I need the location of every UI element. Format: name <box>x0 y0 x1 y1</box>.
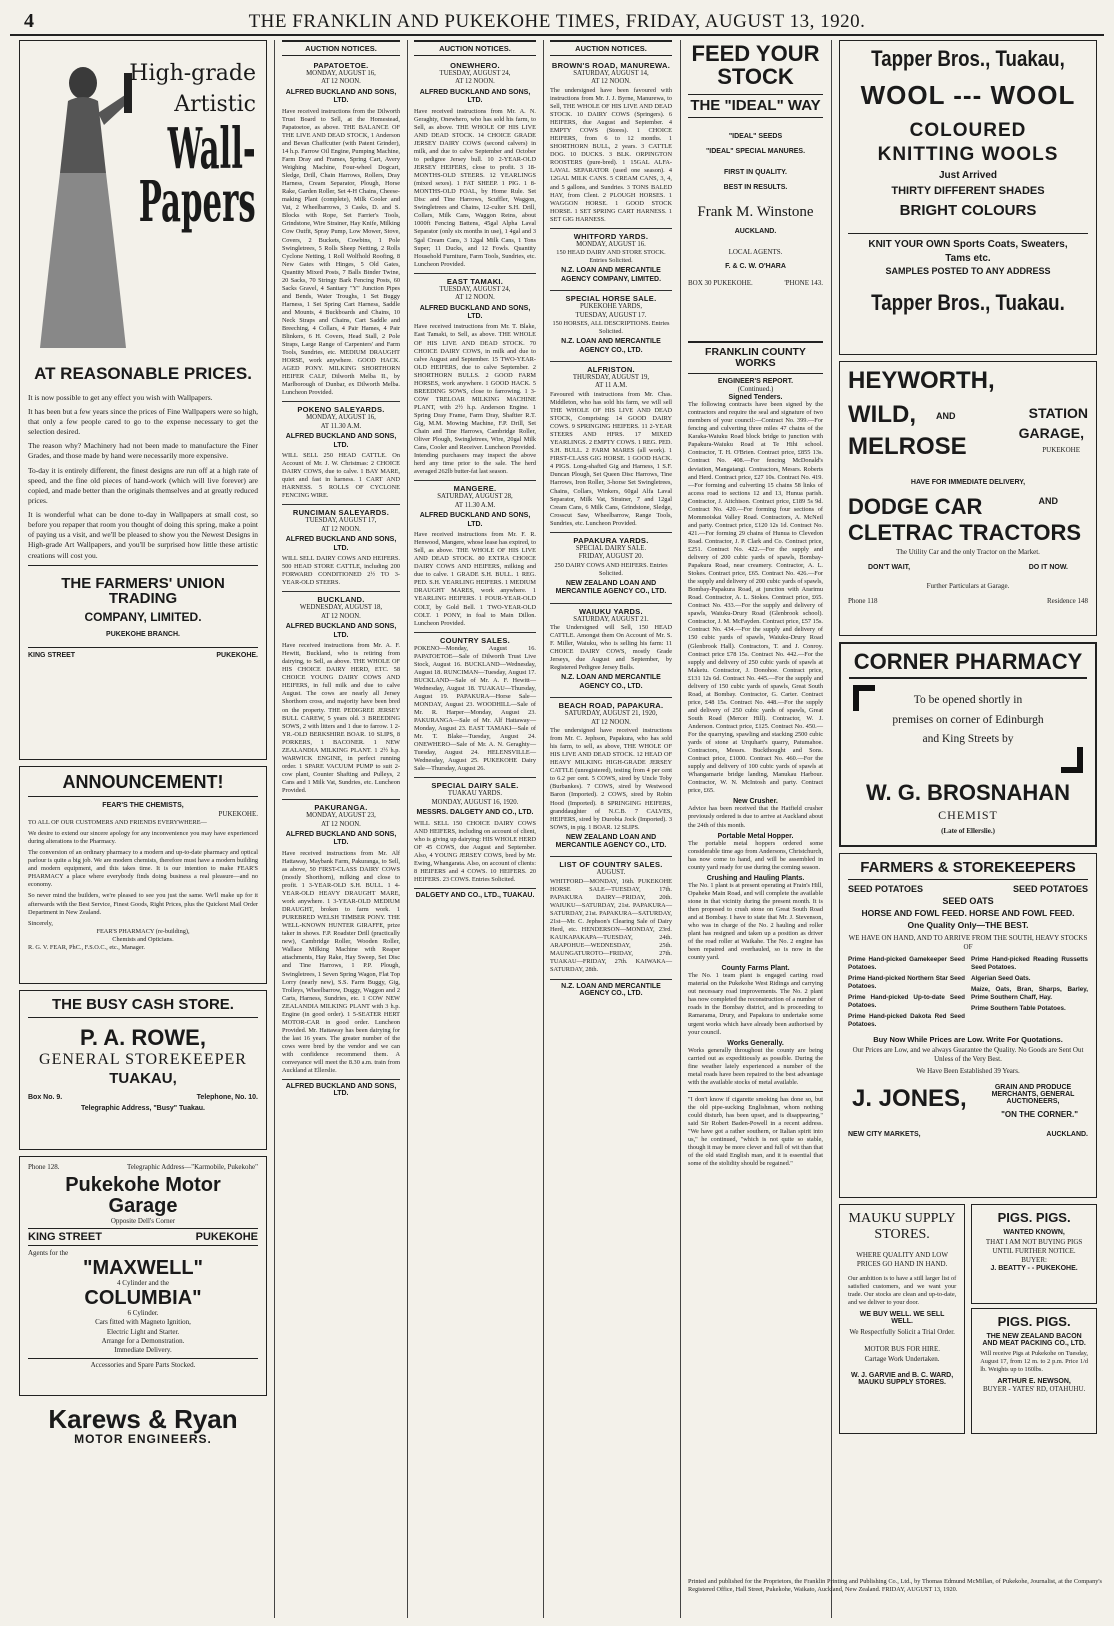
heyworth-garage-advert <box>839 361 1097 636</box>
we-have-on-hand: WE HAVE ON HAND, AND TO ARRIVE FROM THE SOUTH, HEAVY STOCKS OF <box>848 933 1088 951</box>
auction-footer: ALFRED BUCKLAND AND SONS, LTD. <box>285 1083 397 1098</box>
local-agents: LOCAL AGENTS. <box>728 248 783 257</box>
auction-date: PUKEKOHE YARDS, <box>579 303 643 311</box>
column-2 <box>277 40 405 1618</box>
bright-colours: BRIGHT COLOURS <box>899 202 1037 220</box>
auction-text: Have received instructions from Mr. Alf Hattaway, Maybank Farm, Pakuranga, to Sell, as above, 50 FIRST-CLASS DAIRY COWS (mostly Shorthorn), milking and close to profit. 1 3-YEAR-OLD S.H. BULL. 1 4-YEAR-OLD HEAVY DRAUGHT MARE, work anywhere. 1 3-YEAR-OLD MEDIUM DRAUGHT, broken to farm work. 1 PUREBRED WELSH TIMBER PONY. THE WELL-KNOWN HUNTER GIRAFFE, prize taker in shows. F.P. Roadster Drill (practically new), Cambridge Roller, Wooden Roller, Wallace Milking Machine with Reaper attachments, Hay Rake, Hay Sweep, Set Disc and Tine Harrows, 1 P.P. Plough, Swingletrees, 1 Seven Spring Wagon, Flat Top Lorry (nearly new), S.S. Farm Buggy, Gig, Trolleys, Wheelbarrow, Duggy, Waggon and 2 Carts, Harness, Sundries, etc. 1 COW NEW ZEALANDIA MILKING PLANT with 3 h.p. Engine (in good order). 1 5-SEATER HERT MOTOR-CAR in good order. Luncheon Provided. Mr. Hattaway has been dairying for the last 16 years. The greater number of the cows were bred by the vendor and we can with confidence recommend them. A conveyance will meet the 8.30 a.m. train from Auckland at Ellerslie. <box>282 849 400 1075</box>
first-quality: FIRST IN QUALITY. <box>724 169 787 177</box>
auction-papakura-yards <box>550 533 672 604</box>
auction-runciman <box>282 505 400 592</box>
auction-date: MONDAY, AUGUST 16, <box>306 70 376 77</box>
auction-place: SPECIAL DAIRY SALE. <box>431 781 519 791</box>
columbia-label: COLUMBIA" <box>84 1287 202 1310</box>
busy-cash-title: THE BUSY CASH STORE. <box>28 997 258 1018</box>
auction-whitford <box>550 229 672 291</box>
wallpaper-para: It is wonderful what can be done to-day in Wallpapers at small cost, so before you repaper that room you thought of doing this spring, make a point of paying us a visit, and we'll be pleased to show you the Newest Designs in High-grade Art Wallpapers, and you'll be surprised how little these artistic creations will cost you. <box>28 510 258 560</box>
county-text: The following contracts have been signed by the contractors and require the seal and signature of two members of your council:—Contract No. 399.—For fencing and culverting three miles 47 chains of the Karaka-Waiuku Road block bridge to junction with Papakura-Waiuku Road at Te Hihi school. Contractor, T. H. O'Brien. Contract price, £855 13s. Contract No. 408.—For fencing McDonald's deviation, Mangatangi. Contractors, Messrs. Roberts and Herd. Contract price, £27 10s. Contract No. 419.—For forming and culverting 15 chains 58 links of access road to sections 12 and 13, Hunua parish. Contractor, J. Aitchison. Contract price, £189 5s 9d. Contract No. 420.—For forming four sections of Mommoiskai Valley Road. Contractors, A. McNeil and party. Contract price, £120 12s 1d. Contract No. 421.—For forming 29 chains of Hunua to Clevedon Road. Contractor, J. P. Clark and Co. Contract price, £251. Contract No. 422.—For the supply and delivery of 200 cubic yards of spawls, Bombay-Papakura Road, near creamery. Contractor, A. L. Stokes. Contract price, £65. Contract No. 426.—For the supply and delivery of 200 cubic yards of spawls, Bombay-Papakura Road, at junction with Ararimu Road. Contractor, A. L. Stokes. Contract price, £65. Contract No. 433.—For the supply and delivery of spawls, Waiuku-Drury Road (Glenbrook school). Contractor, J. M. McFayden. Contract price, £57 15s. Contract No. 434.—For the supply and delivery of 150 cubic yards of spawls, Waiuku-Drury Road (Glenbrook Hall). Contractors, T. and J. Conroy. Contract price £78 15s. Contract No. 442.—For the supply and delivery of 250 cubic yards of spawls at Maketu. Contractor, J. Donohoe. Contract price, £131 12s 6d. Contract No. 445.—For the supply and delivery of 150 cubic yards of spawls, Great South Road, at Bombay. Contractor, G. Carter. Contract price, £48 15s. Contract No. 448.—For the supply and delivery of 250 cubic yards of spawls, Great South Road (Mercer Hill). Contractor, W. J. Anderson. Contract price, £125. Contract No. 450.—For the quarrying, spawling and stacking 2500 cubic yards of stone at Urquhart's quarry, Patumahoe. Contractors, Messrs. Buckthought and Sons. Contract price, £1000. Contract No. 460.—For the supply and delivery of 100 cubic yards of spawls at Whangamarie bridge landing, Manukau Harbour. Contractor, W. N. McIntosh and party. Contract price, £65. <box>688 401 823 795</box>
auction-date: SPECIAL DAIRY SALE. <box>575 544 647 552</box>
auction-pakuranga <box>282 800 400 1080</box>
mauku-buy-well: WE BUY WELL. WE SELL WELL. <box>859 1311 945 1326</box>
pigs-title: PIGS. PIGS. <box>997 1314 1071 1329</box>
jones-town: AUCKLAND. <box>1046 1130 1088 1138</box>
county-text: The No. 1 plant is at present operating at Frain's Hill, Opaheke Main Road, and will complete the available stone in that vicinity during the present month. It is then proposed to crush stone on Great South Road and at Bombay. I have to state that Mr. J. Stevenson, who was in charge of the No. 2 hauling and roller plant has resigned and taken up a position as driver of the road roller at Waikahe. The No. 2 engine has been repaired and overhauled, so is now in the county yard. <box>688 881 823 962</box>
brosnahan-name: W. G. BROSNAHAN <box>865 780 1071 806</box>
rowe-town: TUAKAU, <box>109 1069 177 1087</box>
imprint-text: Printed and published for the Proprietors, the Franklin Printing and Publishing Co., Ltd., by Thomas Edmund McMillan, of Pukekohe, Journalist, at the Company's Registered Office, Hall Street, Pukekohe, Waikato, Auckland, New Zealand. FRIDAY, AUGUST 13, 1920. <box>688 1578 1102 1594</box>
garage-title: Pukekohe Motor Garage <box>65 1174 221 1218</box>
coloured-label: COLOURED <box>909 120 1027 142</box>
new-city-markets: NEW CITY MARKETS, <box>848 1130 921 1138</box>
auction-mangere <box>414 481 536 632</box>
auction-firm: N.Z. LOAN AND MERCANTILE AGENCY CO., LTD. <box>561 338 661 354</box>
thirty-shades: THIRTY DIFFERENT SHADES <box>891 184 1045 197</box>
masthead-title: THE FRANKLIN AND PUKEKOHE TIMES, FRIDAY, AUGUST 13, 1920. <box>248 11 866 32</box>
auction-text: Have received instructions from Mr. A. N. Geraghty, Onewhero, who has sold his farm, to Sell, as above. THE WHOLE OF HIS LIVE AND DEAD STOCK. 14 CHOICE GRADE JERSEY DAIRY COWS (second calvers) in milk, and due to calve September and October to pedigree Jersey bull. 10 2-YEAR-OLD JERSEY HEIFERS, close to profit. 3 18-MONTHS-OLD STEERS. 12 YEARLINGS (mixed sexes). 1 FAT SHEEP. 1 PIG. 1 8-MONTHS-OLD FOAL, by Home Rule. Set Disc and Tine Harrows, Scuffler, Waggon, Swingletrees and Chains, 12-culter S.H. Drill, Collars, Milk Cans, Waggon Reins, about 1000ft Fencing Battens, 45gal Alpha Laval Separator (only six months in use), 1 4gal and 3 5gal Cream Cans, 3 12gal Milk Cans, 1 Tons Super; 11 Ducks, and 12 Fowls. Quantity Household Furniture, Farm Tools, Sundries, etc. Luncheon Provided. <box>414 107 536 268</box>
maxwell-sub: 4 Cylinder and the <box>117 1279 169 1288</box>
garage-label: GARAGE, <box>1018 425 1084 441</box>
pharmacy-line: To be opened shortly in <box>913 694 1023 707</box>
announcement-sincerely: Sincerely, <box>28 919 53 927</box>
auction-east-tamaki <box>414 274 536 482</box>
pigs-adverts <box>971 1204 1097 1434</box>
auction-pokeno <box>282 402 400 505</box>
auction-firm: MESSRS. DALGETY AND CO., LTD. <box>416 809 534 817</box>
auction-firm: N.Z. LOAN AND MERCANTILE AGENCY COMPANY, LIMITED. <box>560 267 662 283</box>
garage-line: Electric Light and Starter. <box>106 1327 180 1336</box>
ideal-manures: "IDEAL" SPECIAL MANURES. <box>705 148 806 156</box>
auction-time: AT 11.30 A.M. <box>320 422 362 430</box>
newson-name: ARTHUR E. NEWSON, <box>997 1377 1071 1385</box>
column-rule <box>543 40 544 1618</box>
column-5 <box>683 40 828 1618</box>
melrose-name: MELROSE <box>848 433 967 460</box>
auction-place: BEACH ROAD, PAPAKURA. <box>558 701 664 711</box>
high-grade-label: High-grade <box>129 61 256 86</box>
mauku-stores: MAUKU SUPPLY STORES. <box>858 1378 946 1386</box>
auction-time: AT 12 NOON. <box>455 78 495 86</box>
and-label: AND <box>1038 496 1058 507</box>
auction-place: COUNTRY SALES. <box>439 635 511 645</box>
auction-time: AT 12 NOON. <box>591 718 631 726</box>
farmers-union-company: COMPANY, LIMITED. <box>84 610 202 625</box>
wool-wool: WOOL --- WOOL <box>860 80 1076 111</box>
county-works-article <box>688 341 823 1168</box>
garage-footer: Accessories and Spare Parts Stocked. <box>28 1358 258 1370</box>
announcement-title: ANNOUNCEMENT! <box>62 772 224 792</box>
produce-item: Prime Southern Table Potatoes. <box>971 1005 1066 1013</box>
auction-place: PAPAKURA YARDS. <box>573 535 649 545</box>
column-1 <box>14 40 272 1618</box>
county-text: The portable metal hoppers ordered some considerable time ago from Andersons, Christchurch, has now come to hand, and will be assembled in county yard ready for use during the coming season. <box>688 839 823 871</box>
pharmacy-line: premises on corner of Edinburgh <box>892 713 1044 726</box>
one-quality: One Quality Only—THE BEST. <box>907 919 1029 930</box>
rowe-telephone: Telephone, No. 10. <box>196 1093 258 1101</box>
dodge-car: DODGE CAR <box>848 494 983 520</box>
county-works-title: FRANKLIN COUNTY WORKS <box>705 346 806 370</box>
rowe-name: P. A. ROWE, <box>80 1024 206 1050</box>
column-4 <box>545 40 677 1618</box>
auction-text: WILL SELL 250 HEAD CATTLE. On Account of Mr. J. W. Christmas: 2 CHOICE DAIRY COWS, due to calve. 1 BAY MARE, quiet and fast in harness. 1 CART AND HARNESS. 5 ROLLS OF CYCLONE FENCING WIRE. <box>282 452 400 500</box>
auction-place: EAST TAMAKI. <box>446 276 504 286</box>
corner-bracket-icon <box>1059 745 1085 775</box>
fears-chemists-name: FEAR'S THE CHEMISTS, <box>102 801 184 809</box>
auction-time: AT 12 NOON. <box>321 525 361 533</box>
winstone-name: Frank M. Winstone <box>697 204 814 221</box>
imprint <box>688 1578 1102 1594</box>
engineers-report: ENGINEER'S REPORT. <box>717 378 794 386</box>
auction-text: POKENO—Monday, August 16. PAPATOETOE—Sale of Dilworth Trust Live Stock, August 16. BUCKLAND—Wednesday, August 18. RUNCIMAN—Tuesday, August 17. BUCKLAND—Sale of Mr. A. F. Hewitt—Wednesday, August 18. TUAKAU—Thursday, August 19. PAPAKURA—Horse Sale—MONDAY, August 23. WOODHILL—Sale of Mr. R. Harper—Monday, August 23. PAKURANGA—Sale of Mr. Alf Hattaway—Monday, August 23. EAST TAMAKI—Sale of Mr. T. Blake—Tuesday, August 24. ONEWHERO—Sale of Mr. A. N. Geraghty—Tuesday, August 24. HELENSVILLE—Wednesday, August 25. PUKEKOHE Dairy Sale—Thursday, August 26. <box>414 644 536 773</box>
immediate-delivery: HAVE FOR IMMEDIATE DELIVERY, <box>910 479 1026 486</box>
potato-item: Prime Hand-picked Up-to-date Seed Potatoes. <box>848 994 965 1010</box>
tapper-title: Tapper Bros., Tuakau, <box>871 46 1065 71</box>
produce-item: Algerian Seed Oats. <box>971 975 1031 983</box>
auction-date: MONDAY, AUGUST 16. <box>576 240 646 248</box>
just-arrived: Just Arrived <box>939 170 997 182</box>
rowe-box: Box No. 9. <box>28 1093 63 1101</box>
tapper-bros-advert <box>839 40 1097 355</box>
auction-firm: NEW ZEALAND LOAN AND MERCANTILE AGENCY CO., LTD. <box>555 833 667 850</box>
announcement-advert <box>19 766 267 984</box>
column-3 <box>409 40 541 1618</box>
auction-text: The Undersigned will Sell, 150 HEAD CATTLE. Amongst them On Account of Mr. S. F. Miller, Waiuku, who is selling his farm: 11 CHOICE DAIRY COWS, mostly Grade Jerseys, due August and September, by Registered Pedigree Jersey Bulls. <box>550 624 672 672</box>
auction-text: The undersigned have been favoured with instructions from Mr. J. J. Byrne, Manurewa, to Sell, THE WHOLE OF HIS LIVE AND DEAD STOCK. 10 DAIRY COWS (Springers). 6 HEIFERS, due August and September. 4 EMPTY COWS (Stores). 1 CHOICE HEIFERS, from 6 to 12 months. 1 SHORTHORN BULL, 2 years. 3 CATTLE DOG. 10 DUCKS. 3 BLK. ORPINGTON ROOSTERS (pure-bred). 1 15GAL ALFA-LAVAL SEPARATOR (used one season). 4 12GAL MILK CANS. 5 CREAM CANS, 3, 4, and 5 gallons, and Sundries. 3 TONS BALED HAY, from Clent. 2 PLOUGH HORSES. 1 WAGGON HORSE. 1 GOOD STOCK HORSE. 1 SET SPRING CART HARNESS. 1 SET GIG HARNESS. <box>550 86 672 223</box>
auction-place: PAPATOETOE. <box>313 61 369 70</box>
mauku-cartage: Cartage Work Undertaken. <box>864 1354 940 1363</box>
auction-place: WHITFORD YARDS. <box>573 231 649 241</box>
auction-place: ALFRISTON. <box>587 364 635 374</box>
auction-time: AT 12 NOON. <box>591 78 631 86</box>
mauku-title: STORES. <box>874 1227 930 1242</box>
busy-cash-store-advert <box>19 990 267 1150</box>
bacon-company-advert <box>971 1308 1097 1434</box>
auction-time: FRIDAY, AUGUST 20. <box>578 553 644 561</box>
auction-date: THURSDAY, AUGUST 19, <box>572 373 650 381</box>
auction-notices-header: AUCTION NOTICES. <box>550 40 672 56</box>
auction-place: BUCKLAND. <box>317 595 365 605</box>
wild-name: WILD, <box>848 401 916 428</box>
horse-fowl-feed: HORSE AND FOWL FEED. HORSE AND FOWL FEED. <box>861 907 1075 918</box>
karews-title: Karews & Ryan <box>48 1404 238 1434</box>
announcement-signature: R. G. V. FEAR, PhC., F.S.O.C., etc., Manager. <box>28 943 145 951</box>
established-years: We Have Been Established 39 Years. <box>916 1066 1020 1075</box>
wallpaper-heading <box>43 61 256 236</box>
auction-place: WAIUKU YARDS. <box>579 606 643 616</box>
auction-place: LIST OF COUNTRY SALES. <box>559 860 663 870</box>
auction-date: TUAKAU YARDS. <box>447 790 503 798</box>
announcement-signature: Chemists and Opticians. <box>112 935 174 943</box>
farmers-title: FARMERS & STOREKEEPERS <box>848 860 1088 880</box>
county-text: Works generally throughout the county are being carried out as expeditiously as possible. During the fine weather lately experienced a number of the metal roads have been repaired to the best advantage with the available stocks of metal available. <box>688 1046 823 1086</box>
beatty-name: J. BEATTY - - PUKEKOHE. <box>990 1264 1078 1272</box>
auction-firm: ALFRED BUCKLAND AND SONS, LTD. <box>285 433 397 449</box>
auction-place: PAKURANGA. <box>314 803 368 813</box>
heyworth-residence: Residence 148 <box>1046 597 1088 606</box>
auction-text: 250 DAIRY COWS AND HEIFERS. Entries Solicited. <box>554 561 668 577</box>
auction-firm: N.Z. LOAN AND MERCANTILE AGENCY CO., LTD. <box>561 674 661 690</box>
knitting-wools: KNITTING WOOLS <box>877 144 1059 166</box>
mauku-supply-advert <box>839 1204 965 1434</box>
station-label: STATION <box>1028 405 1088 421</box>
on-the-corner: "ON THE CORNER." <box>1001 1109 1078 1119</box>
auction-date: SATURDAY, AUGUST 14, <box>573 70 649 77</box>
wall-label: Wall- <box>167 116 256 182</box>
wanted-known: WANTED KNOWN, <box>1003 1228 1065 1236</box>
auction-date: WEDNESDAY, AUGUST 18, <box>299 604 383 612</box>
wallpaper-para: It has been but a few years since the prices of Fine Wallpapers were so high, that only a few people cared to go to the expense necessary to get the selection desired. <box>28 406 258 437</box>
mauku-bus: MOTOR BUS FOR HIRE. <box>864 1345 940 1354</box>
auction-date: MONDAY, AUGUST 16, <box>306 414 376 422</box>
auction-notices-header: AUCTION NOTICES. <box>282 40 400 56</box>
late-of-ellerslie: (Late of Ellerslie.) <box>941 827 995 836</box>
wallpaper-para: It is now possible to get any effect you wish with Wallpapers. <box>28 392 213 402</box>
auction-place: POKENO SALEYARDS. <box>297 405 385 415</box>
beatty-pigs-advert <box>971 1204 1097 1304</box>
county-subhead: Works Generally. <box>727 1039 784 1047</box>
dont-wait: DON'T WAIT, <box>868 564 911 572</box>
auction-papatoetoe <box>282 58 400 402</box>
auction-place: BROWN'S ROAD, MANUREWA. <box>551 61 671 70</box>
auction-firm: ALFRED BUCKLAND AND SONS, LTD. <box>419 512 531 528</box>
auction-country-list <box>550 857 672 979</box>
auction-onewhero <box>414 58 536 274</box>
column-6 <box>834 40 1102 1618</box>
auction-text: Have received instructions from Mr. F. R. Henwood, Mangere, whose lease has expired, to Sell, as above. THE WHOLE OF HIS LIVE AND DEAD STOCK. 80 EXTRA CHOICE DAIRY COWS AND HEIFERS, milking and due to calve. 1 GRADE S.H. BULL. 1 REG. PED. S.H. YEARLING HEIFERS. 1 MEDIUM DRAUGHT MARES, work anywhere. 1 YEARLING HEIFERS. 1 FOUR-YEAR-OLD COLT, by Gold Bell. 1 TWO-YEAR-OLD COLT. 1 PONY, in foal to Main Dillon. Luncheon Provided. <box>414 531 536 627</box>
mauku-title: MAUKU SUPPLY <box>848 1211 956 1226</box>
karews-sub: MOTOR ENGINEERS. <box>74 1432 212 1447</box>
announcement-para: So never mind the builders, we're pleased to see you just the same. We'll make up for it afterwards with the Best Service, Finest Goods, Right Prices, plus the Quickest Mail Order Department in New Zealand. <box>28 892 258 916</box>
auction-text: Have received instructions from Mr. T. Blake, East Tamaki, to Sell, as above. THE WHOLE OF HIS LIVE AND DEAD STOCK. 70 CHOICE DAIRY COWS, in milk and due to calve August and September. 15 TWO-YEAR-OLD HEIFERS, due to calve September. 2 SHORTHORN BULLS. 2 GOOD FARM HORSES, work anywhere. 1 GOOD HACK. 5 BREEDING SOWS, close to farrowing. 1 3-COW TRELOAR MILKING MACHINE PLANT, with 2½ h.p. Anderson Engine. 1 Spring Dray Frame, Farm Dray, Shaftter R.T. Gig, M.M. Mowing Machine, F.P. Drill, Set Chain and Tine Harrows, Cambridge Roller, Oliver Plough, Swingletrees, Wire, 20gal Milk Cans, Cooler and Receiver. Luncheon Provided. Intending purchasers may inspect the above herd any time prior to the sale. The herd averaged 262lb butter-fat last season. <box>414 323 536 476</box>
announcement-para: The conversion of an ordinary pharmacy to a modern and up-to-date pharmacy and optical parlour is quite a big job. We are modern chemists, therefore must have a modern building and modern equipment, and this takes time. It is our intention to make FEAR'S PHARMACY a place where everybody finds doing business a real pleasure—and no economy. <box>28 849 258 889</box>
garage-street: KING STREET <box>28 1231 102 1244</box>
auction-text: Have received instructions from Mr. A. F. Hewitt, Buckland, who is retiring from dairying, to Sell, as above. THE WHOLE OF HIS CHOICE DAIRY HERD, ETC. 58 CHOICE YOUNG DAIRY COWS AND HEIFERS, in full milk and due to calve August. The cows are nearly all Jersey Shorthorn cross, and majority have been bred on the property. THE PEDIGREE JERSEY BULL CAREW, 5 years old. 3 BREEDING SOWS, 2 with litters and 1 due to farrow. 1 2-YR.-OLD BERKSHIRE BOAR. 10 SLIPS, 8 PORKERS, 1 BACONER. 1 NEW ZEALANDIA MILKING PLANT. 1 2½ h.p. WARWICK ENGINE, in perfect running order. 1 SPARE VACUUM PUMP to suit 2-cow plant, Counter Shafting and Pulleys, 2 Cans and 1 Milk Vat, Sundries, etc. Luncheon Provided. <box>282 642 400 794</box>
farmers-union-street: KING STREET <box>28 651 76 659</box>
column-rule <box>274 40 275 1618</box>
winstone-town: AUCKLAND. <box>734 228 777 236</box>
mauku-names: W. J. GARVIE and B. C. WARD, <box>851 1371 954 1379</box>
reasonable-prices-headline: AT REASONABLE PRICES. <box>34 364 252 383</box>
pharmacy-line: and King Streets by <box>922 733 1014 746</box>
county-subhead: Portable Metal Hopper. <box>717 832 794 840</box>
wallpaper-para: The reason why? Machinery had not been made to manufacture the Finer Grades, and those made by hand were necessarily more expensive. <box>28 441 258 461</box>
karews-ryan-advert <box>19 1402 267 1446</box>
auction-footer: N.Z. LOAN AND MERCANTILE AGENCY CO., LTD. <box>561 982 661 997</box>
auction-text: Have received instructions from the Dilworth Trust Board to Sell, at the Homestead, Papatoetoe, as above. THE BALANCE OF THE LIVE AND DEAD STOCK, 1 Anderson and Bevan Chaffcutter (with Patent Grinder), 14 h.p. Farrow Oil Engine, Pumping Machine, Farm Dray and Frames, Spring Cart, Avery Weighing Machine, Four-wheel Dogcart, Sledge, Drill, Chain Harrows, Rollers, Dray Harness, Cream Separator, Plough, Horse Rake, Garden Roller, Set 4-H Chains, Cheese-making Plant (complete), Milk Cooler and Vat, 2 Wheelbarrows, 3 Casks, D. and S. Blocks with Rope, Set Farrier's Tools, Grindstone, Wire Strainer, Hay Knife, Milking Cow Outfit, Spray Pump, Low Mower, Stove, Covers, 2 Buckets, Cowbins, 1 Pole Swingletrees, 5 Rolls Sheep Netting, 2 Rolls Cyclone Netting, 1 Roll Wolfhold Roofing, 8 New Gates with Hinges, 5 Old Gates, Quantity Mixed Posts, 7 Balls Binder Twine, 20 Sacks, 70 Stringy Bark Fencing Posts, 60 Sacks Gravel, 4 Sanitary "Y" Junction Pipes and Bends, Water Troughs, 1 Set Buggy Harness, 1 Set Spring Cart Harness, Saddle and Mounts, 4 Buckboards and Chains, 10 Neck Straps and Chains, Cart Saddle and Breeching, 4 Collars, 4 Pair Hames, 4 Pair Blinkers, 6 H. Covers, Head Stall, 2 Pole Straps, Large Range of Carpenters' and Farm Tools, Sundries, etc. MEDIUM DRAUGHT HORSE, work anywhere. GOOD HACK. AGED PONY. MILKING SHORTHORN HEIFER CALF, Dilworth Melba II., by Marlborough of Dunbar, ex Dilworth Melba. Luncheon Provided. <box>282 107 400 397</box>
auction-text: WILL SELL 150 CHOICE DAIRY COWS AND HEIFERS, including on account of client, who is giving up dairying: HIS WHOLE HERD OF 45 COWS, due August and September. Also, 4 YOUNG JERSEY COWS, bred by Mr. Ewing, Whangarata. Also, on account of clients: 8 HEIFERS and 4 COWS. 10 HEIFERS. 20 HEIFERS. 23 COWS. Entries Solicited. <box>414 819 536 884</box>
auction-notices-header: AUCTION NOTICES. <box>414 40 536 56</box>
county-text: Advice has been received that the Hatfield crusher previously ordered is due to arrive at Auckland about the 24th of this month. <box>688 805 823 829</box>
county-subhead: Crushing and Hauling Plants. <box>706 874 805 882</box>
farmers-union-town: PUKEKOHE. <box>216 651 258 659</box>
signed-tenders: Signed Tenders. <box>728 394 783 402</box>
auction-time: AT 12 NOON. <box>455 294 495 302</box>
auction-date: TUESDAY, AUGUST 24, <box>439 285 511 293</box>
tapper-title-2: Tapper Bros., Tuakau. <box>871 289 1065 315</box>
jones-name: J. JONES, <box>852 1084 967 1112</box>
samples-posted: SAMPLES POSTED TO ANY ADDRESS <box>885 266 1051 277</box>
do-it-now: DO IT NOW. <box>1028 564 1068 572</box>
masthead <box>10 8 1104 36</box>
seed-potatoes-left: SEED POTATOES <box>848 883 924 894</box>
potato-item: Prime Hand-picked Gamekeeper Seed Potatoes. <box>848 955 965 971</box>
motor-garage-advert <box>19 1156 267 1396</box>
garage-telegraphic: Telegraphic Address—"Karmobile, Pukekohe" <box>127 1163 258 1171</box>
auction-waiuku <box>550 604 672 699</box>
auction-date: SATURDAY, AUGUST 28, <box>437 493 513 501</box>
garage-line: Arrange for a Demonstration. <box>101 1336 185 1345</box>
seed-potatoes-right: SEED POTATOES <box>1012 883 1088 894</box>
heyworth-town: PUKEKOHE <box>1042 446 1080 454</box>
auction-time: AT 11 A.M. <box>594 382 628 390</box>
auction-time: MONDAY, AUGUST 16, 1920. <box>431 798 519 806</box>
bacon-text: Will receive Pigs at Pukekohe on Tuesday, August 17, from 12 m. to 2 p.m. Price 1/d lb. Weights up to 160lbs. <box>980 1349 1088 1373</box>
best-results: BEST IN RESULTS. <box>723 184 788 192</box>
farmers-union-branch: PUKEKOHE BRANCH. <box>106 630 180 638</box>
garage-line: Immediate Delivery. <box>114 1345 172 1354</box>
potato-item: Prime Hand-picked Dakota Red Seed Potatoes. <box>848 1013 965 1029</box>
corner-pharmacy-title: CORNER PHARMACY <box>849 650 1087 679</box>
auction-firm: ALFRED BUCKLAND AND SONS, LTD. <box>285 536 397 552</box>
artistic-label: Artistic <box>174 92 256 117</box>
tams-label: Tams etc. <box>945 252 991 264</box>
mauku-trial: We Respectfully Solicit a Trial Order. <box>849 1328 955 1337</box>
garage-opposite: Opposite Dell's Corner <box>110 1217 176 1226</box>
baden-powell-quote: "I don't know if cigarette smoking has done so, but the old pipe-sucking Englishman, whom nothing could disturb, has been upset, and is disappearing," said Sir Robert Baden-Powell in a recent address. "We have got a rather southern, or Italian spirit into us," he continued, "which is not quite so stable, though it may be more clever and full of wit than that of the old staid English man, and it is essential that some of the stolidity should be regained." <box>688 1095 823 1168</box>
not-buying-pigs: THAT I AM NOT BUYING PIGS UNTIL FURTHER NOTICE. <box>985 1237 1083 1255</box>
jones-grain: GRAIN AND PRODUCE MERCHANTS, GENERAL AUCTIONEERS, <box>991 1083 1075 1105</box>
auction-beach-road <box>550 698 672 857</box>
further-particulars: Further Particulars at Garage. <box>926 582 1010 591</box>
produce-item: Prime Hand-picked Reading Russetts Seed Potatoes. <box>971 955 1088 971</box>
knit-your-own: KNIT YOUR OWN Sports Coats, Sweaters, <box>868 239 1068 251</box>
announcement-to: TO ALL OF OUR CUSTOMERS AND FRIENDS EVERYWHERE— <box>28 819 207 827</box>
auction-text: Favoured with instructions from Mr. Chas. Middleton, who has sold his farm, we will sell THE WHOLE OF HIS LIVE AND DEAD STOCK, Comprising: 14 GOOD DAIRY COWS. 9 SPRINGING HEIFERS. 11 2-YEAR STEERS AND HFRS. 17 MIXED YEARLINGS. 2 EMPTY COWS. 1 REG. PED. S.H. BULL. 2 FARM MARES (all work). 1 FIRST-CLASS GIG HORSE. 1 GOOD HACK. 4 PIGS. Long-shafted Gig and Harness, 1 S.F. Duncan Plough, Set Queen Disc Harrows, Tine Harrows, Iron Roller, 3-horse Set Swingletrees, Chains, Collars, Winkers, 60gal Alfa Laval Separator, Milk Vat, Strainer, 7 and 12gal Cream Cans, 6 Milk Cans, Grindstone, Sledge, Crosscut Saw, Wheelbarrow, Range Tools, Sundries, etc. Luncheon Provided. <box>550 390 672 527</box>
continued-label: (Continued.) <box>737 385 774 394</box>
auction-footer: DALGETY AND CO., LTD., TUAKAU. <box>415 892 535 900</box>
auction-place: RUNCIMAN SALEYARDS. <box>292 508 390 518</box>
auction-place: MANGERE. <box>453 484 497 494</box>
auction-time: AT 12 NOON. <box>321 820 361 828</box>
heyworth-name: HEYWORTH, <box>848 367 995 394</box>
maxwell-label: "MAXWELL" <box>82 1257 204 1280</box>
auction-firm: ALFRED BUCKLAND AND SONS, LTD. <box>419 304 531 321</box>
auction-firm: ALFRED BUCKLAND AND SONS, LTD. <box>419 88 531 105</box>
county-subhead: County Farms Plant. <box>721 965 790 973</box>
auction-text: The undersigned have received instructions from Mr. C. Jephson, Papakura, who has sold his farm, to sell, as above, THE WHOLE OF HIS LIVE AND DEAD STOCK. 12 HEAD OF HEAVY MILKING HIGH-GRADE JERSEY CATTLE (unregistered), testing from 4 per cent to 6.2 per cent. 5 COWS, sired by Uncle Toby (Burbankes). 7 COWS, sired by Westwood Baron (Imported). 2 COWS, sired by Robin Hood (Imported). 8 SPRINGING HEIFERS, granddaughter of N.C.B. 7 CALVES, HEIFERS, sired by Durobia Jock (Imported). 3 SOWS, in pig. 1 BOAR. 12 SLIPS. <box>550 727 672 831</box>
agent-box: BOX 30 PUKEKOHE. <box>688 278 753 287</box>
corner-bracket-icon <box>851 683 877 713</box>
auction-text: WHITFORD—MONDAY, 16th. PUKEKOHE HORSE SALE—TUESDAY, 17th. PAPAKURA DAIRY—FRIDAY, 20th. WAIUKU—SATURDAY, 21st. PAPAKURA—SATURDAY, 21st. PAPAKURA—SATURDAY, 21st—Mr. C. Jephson's Clearing Sale of Dairy Herd, etc. HENDERSON—MONDAY, 23rd. KAUKAPAKAPA—TUESDAY, 24th. ARAPOHUE—WEDNESDAY, 25th. MAUNGATUROTO—FRIDAY, 27th. TUAKAU—FRIDAY, 27th. KAIWAKA—SATURDAY, 28th. <box>550 877 672 974</box>
column-rule <box>407 40 408 1618</box>
auction-alfriston <box>550 362 672 533</box>
rowe-telegraphic: Telegraphic Address, "Busy" Tuakau. <box>81 1104 205 1112</box>
rowe-trade: GENERAL STOREKEEPER <box>39 1050 247 1068</box>
auction-firm: ALFRED BUCKLAND AND SONS, LTD. <box>285 88 397 105</box>
utility-car: The Utility Car and the only Tractor on the Market. <box>896 548 1040 557</box>
auction-firm: NEW ZEALAND LOAN AND MERCANTILE AGENCY CO., LTD. <box>555 579 667 596</box>
column-rule <box>680 40 681 1618</box>
heyworth-phone: Phone 118 <box>848 597 878 606</box>
columbia-sub: 6 Cylinder. <box>127 1309 159 1318</box>
auction-text: WILL SELL DAIRY COWS AND HEIFERS. 500 HEAD STORE CATTLE, including 200 FORWARD CONDITIONED 2½ TO 3-YEAR-OLD STEERS. <box>282 555 400 587</box>
garage-line: Cars fitted with Magneto Ignition, <box>95 1318 191 1327</box>
produce-item: Maize, Oats, Bran, Sharps, Barley, Prime Southern Chaff, Hay. <box>971 986 1088 1002</box>
corner-pharmacy-advert <box>839 642 1097 847</box>
seed-oats: SEED OATS <box>942 895 994 906</box>
mauku-tagline: WHERE QUALITY AND LOW PRICES GO HAND IN HAND. <box>856 1251 948 1269</box>
auction-firm: ALFRED BUCKLAND AND SONS, LTD. <box>285 831 397 847</box>
auction-time: AT 11.30 A.M. <box>454 501 496 509</box>
farmers-union-name: THE FARMERS' UNION TRADING <box>61 574 225 608</box>
auction-text: 150 HEAD DAIRY AND STORE STOCK. Entries Solicited. <box>556 249 666 265</box>
auction-time: AT 12 NOON. <box>321 78 361 86</box>
agent-phone: 'PHONE 143. <box>784 278 823 287</box>
garage-phone: Phone 128. <box>28 1163 60 1171</box>
auction-buckland <box>282 592 400 800</box>
prices-low: Our Prices are Low, and we always Guarantee the Quality. No Goods are Sent Out Unless of the Very Best. <box>852 1046 1084 1064</box>
and-label: AND <box>936 411 956 421</box>
auction-text: 150 HORSES, ALL DESCRIPTIONS. Entries Solicited. <box>552 320 670 336</box>
farmers-storekeepers-advert <box>839 853 1097 1198</box>
announcement-para: We desire to extend our sincere apology for any inconvenience you may have experienced during alterations to the Pharmacy. <box>28 830 258 846</box>
auction-time: TUESDAY, AUGUST 17. <box>575 311 647 319</box>
column-rule <box>831 40 832 1618</box>
garage-town: PUKEKOHE <box>195 1231 258 1244</box>
auction-date: TUESDAY, AUGUST 17, <box>305 517 377 525</box>
auction-country-sales <box>414 633 536 779</box>
cletrac-tractors: CLETRAC TRACTORS <box>848 520 1082 546</box>
papers-label: Papers <box>139 169 256 236</box>
chemist-label: CHEMIST <box>938 808 998 823</box>
auction-time: AT 12 NOON. <box>321 612 361 620</box>
potato-item: Prime Hand-picked Northern Star Seed Potatoes. <box>848 975 965 991</box>
auction-place: SPECIAL HORSE SALE. <box>565 294 657 304</box>
feed-title: FEED YOUR <box>691 41 820 66</box>
county-subhead: New Crusher. <box>733 798 778 806</box>
page-number: 4 <box>24 10 34 32</box>
fears-chemists-town: PUKEKOHE. <box>218 809 258 818</box>
auction-horse-sale <box>550 291 672 362</box>
auction-date: SATURDAY, AUGUST 21. <box>573 615 649 623</box>
auction-date: MONDAY, AUGUST 23, <box>306 812 376 820</box>
newson-buyer: BUYER - YATES' RD, OTAHUHU. <box>982 1384 1086 1393</box>
county-text: The No. 1 team plant is engaged carting road material on the Pukekohe West Ridings and carrying out necessary road improvements. The No. 2 plant has now completed the reconstruction of a number of roads in the Bombay district, and is proceeding to Ramarama, Drury, and Papakura to undertake some urgent works which have already been authorised by your council. <box>688 972 823 1036</box>
mauku-text: Our ambition is to have a still larger list of satisfied customers, and we want your trade. Our stocks are clean and up-to-date, and we deliver to your door. <box>848 1275 957 1307</box>
pigs-title: PIGS. PIGS. <box>997 1210 1071 1225</box>
agent-name: F. & C. W. O'HARA <box>725 262 786 270</box>
stock-title: STOCK <box>717 64 794 90</box>
announcement-signature: FEAR'S PHARMACY (re-building), <box>96 927 190 935</box>
auction-special-dairy <box>414 778 536 889</box>
garage-agents: Agents for the <box>28 1249 69 1258</box>
auction-place: ONEWHERO. <box>450 61 500 70</box>
auction-firm: ALFRED BUCKLAND AND SONS, LTD. <box>285 623 397 639</box>
wallpaper-para: To-day it is entirely different, the finest designs are run off at a high rate of speed, and the fine old pieces of hand-work (which will live forever) are copied, and made better than the originals themselves and at greatly reduced prices. <box>28 465 258 505</box>
auction-date: SATURDAY, AUGUST 21, 1920, <box>564 710 658 718</box>
buy-now: Buy Now While Prices are Low. Write For Quotations. <box>873 1035 1063 1045</box>
ideal-seeds: "IDEAL" SEEDS <box>728 132 783 140</box>
bacon-company: THE NEW ZEALAND BACON AND MEAT PACKING CO., LTD. <box>982 1332 1086 1347</box>
auction-date: AUGUST. <box>596 869 626 877</box>
buyer-label: BUYER: <box>1021 1255 1047 1264</box>
feed-stock-advert <box>688 40 823 335</box>
ideal-way: THE "IDEAL" WAY <box>688 94 823 118</box>
auction-date: TUESDAY, AUGUST 24, <box>439 70 511 77</box>
wallpaper-advert <box>19 40 267 760</box>
auction-manurewa <box>550 58 672 229</box>
